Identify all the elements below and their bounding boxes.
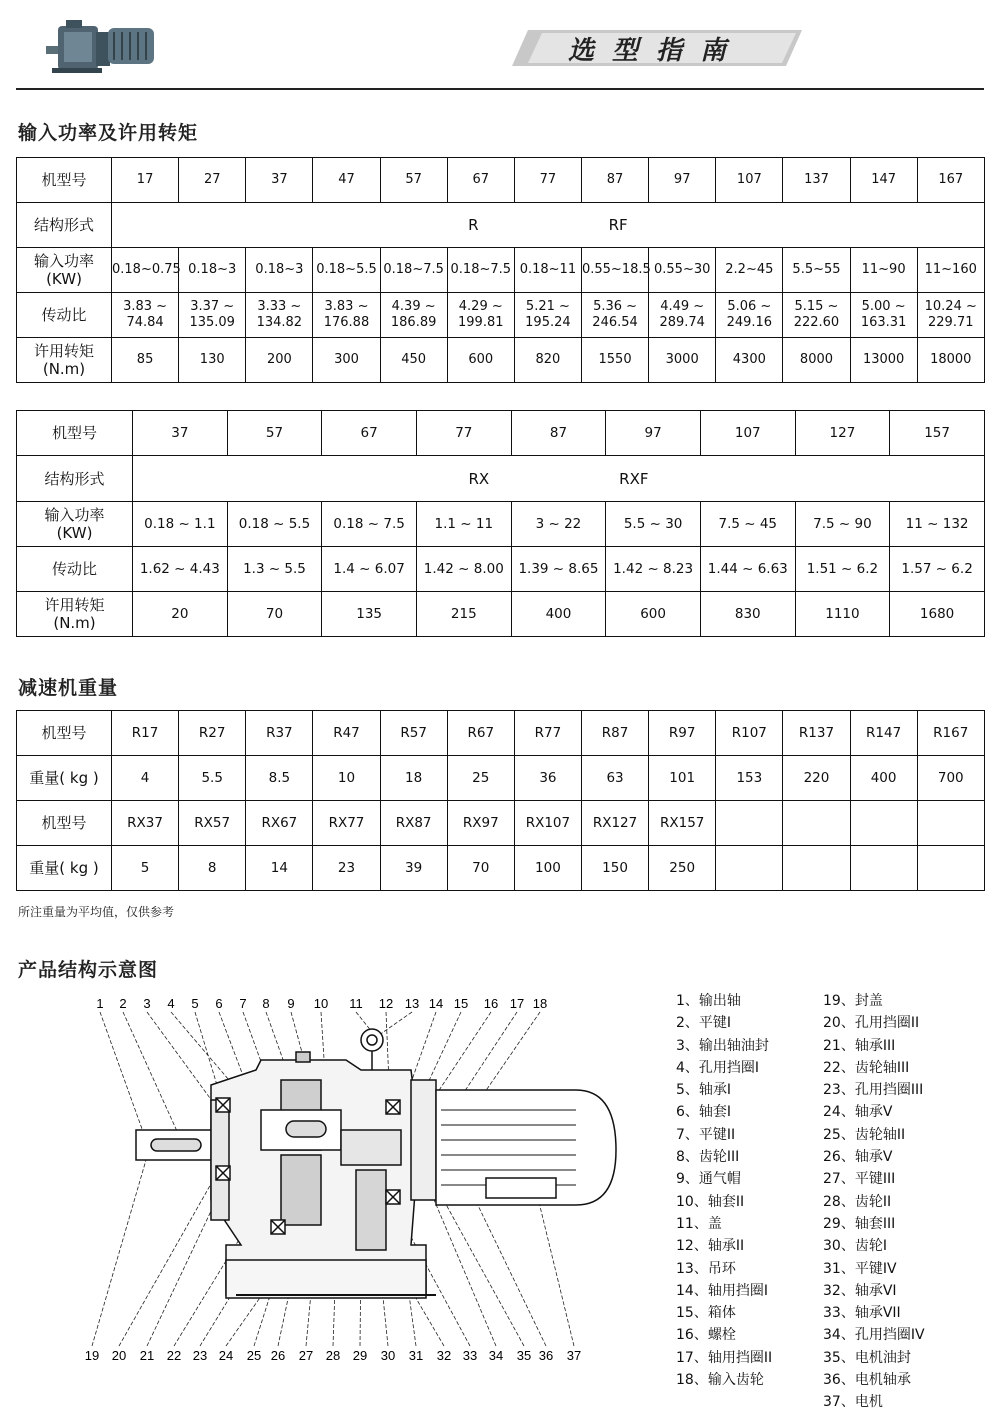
table-cell: RX97 — [447, 801, 514, 846]
table-cell: 200 — [246, 338, 313, 383]
top-callout-number: 16 — [483, 996, 499, 1011]
table-cell: 39 — [380, 846, 447, 891]
table-cell: 450 — [380, 338, 447, 383]
legend-item: 7、平键II — [676, 1126, 736, 1143]
bottom-callout-number: 33 — [462, 1348, 478, 1363]
table-cell: 1680 — [890, 592, 985, 637]
top-callout-number: 15 — [453, 996, 469, 1011]
table-cell: 85 — [112, 338, 179, 383]
table-cell: 5.21 ~ 195.24 — [514, 293, 581, 338]
table-row — [17, 158, 985, 203]
table-cell: 77 — [514, 158, 581, 203]
table-cell: 400 — [511, 592, 606, 637]
table-cell: 127 — [795, 411, 890, 456]
table-cell: 1110 — [795, 592, 890, 637]
table-cell — [783, 846, 850, 891]
table-cell: 0.18~3 — [246, 248, 313, 293]
table-cell: 150 — [581, 846, 648, 891]
table-cell: RX107 — [514, 801, 581, 846]
table-cell: 13000 — [850, 338, 917, 383]
table-cell: 0.18 ~ 1.1 — [133, 502, 228, 547]
table-cell: 8.5 — [246, 756, 313, 801]
table-cell: 0.18~5.5 — [313, 248, 380, 293]
table-row — [17, 502, 985, 547]
table-cell: 1.1 ~ 11 — [416, 502, 511, 547]
table-cell — [850, 846, 917, 891]
table-cell: 许用转矩 (N.m) — [17, 592, 133, 637]
table-cell: 0.55~18.5 — [581, 248, 648, 293]
table-cell: 4.39 ~ 186.89 — [380, 293, 447, 338]
legend-item: 31、平键IV — [823, 1260, 897, 1277]
table-cell: R27 — [179, 711, 246, 756]
bottom-callout-number: 22 — [166, 1348, 182, 1363]
table-cell — [716, 801, 783, 846]
table-cell: 67 — [447, 158, 514, 203]
table-cell: 107 — [700, 411, 795, 456]
table-row — [17, 801, 985, 846]
banner-title: 选型指南 — [568, 36, 745, 66]
table-cell: 5.15 ~ 222.60 — [783, 293, 850, 338]
section-title-weight: 减速机重量 — [18, 677, 119, 699]
table-cell: 97 — [649, 158, 716, 203]
callout-leader — [147, 1190, 221, 1346]
table-cell: 重量( kg ) — [17, 846, 112, 891]
table-cell: 27 — [179, 158, 246, 203]
table-cell: 70 — [227, 592, 322, 637]
table-cell: 220 — [783, 756, 850, 801]
form-b: RF — [608, 216, 628, 234]
legend-item: 37、电机 — [823, 1394, 883, 1409]
table-row — [17, 338, 985, 383]
legend-item: 10、轴套II — [676, 1193, 745, 1210]
bottom-callout-number: 31 — [408, 1348, 424, 1363]
table-cell: 1.44 ~ 6.63 — [700, 547, 795, 592]
legend-item: 23、孔用挡圈III — [823, 1082, 924, 1099]
weight-note: 所注重量为平均值，仅供参考 — [18, 905, 175, 919]
table-cell: 1.51 ~ 6.2 — [795, 547, 890, 592]
legend-item: 2、平键I — [676, 1015, 732, 1032]
table-cell: 1.3 ~ 5.5 — [227, 547, 322, 592]
table-row — [17, 592, 985, 637]
top-callout-number: 17 — [509, 996, 525, 1011]
legend-item: 9、通气帽 — [676, 1171, 741, 1188]
legend-parts-19-37 — [823, 990, 925, 1409]
table-cell: 101 — [649, 756, 716, 801]
legend-item: 26、轴承V — [823, 1149, 893, 1166]
section-title-structure: 产品结构示意图 — [18, 959, 159, 981]
legend-item: 32、轴承VI — [823, 1282, 897, 1299]
table-cell — [783, 801, 850, 846]
table-row — [17, 547, 985, 592]
table-row — [17, 756, 985, 801]
table-cell: R97 — [649, 711, 716, 756]
table-cell: 5.5~55 — [783, 248, 850, 293]
table-cell: 输入功率 (KW) — [17, 502, 133, 547]
table-cell: 600 — [606, 592, 701, 637]
table-cell: 0.18 ~ 7.5 — [322, 502, 417, 547]
legend-item: 24、轴承V — [823, 1104, 893, 1121]
table-cell: 600 — [447, 338, 514, 383]
legend-item: 36、电机轴承 — [823, 1372, 911, 1389]
top-callout-number: 12 — [378, 996, 394, 1011]
bottom-callout-number: 37 — [566, 1348, 582, 1363]
legend-item: 18、输入齿轮 — [676, 1372, 764, 1389]
table-cell: 4300 — [716, 338, 783, 383]
table-cell: 0.18 ~ 5.5 — [227, 502, 322, 547]
table-cell: 87 — [511, 411, 606, 456]
table-cell: 7.5 ~ 45 — [700, 502, 795, 547]
table-cell: 机型号 — [17, 801, 112, 846]
table-cell: 5.5 — [179, 756, 246, 801]
table-row-form — [17, 203, 985, 248]
legend-item: 4、孔用挡圈I — [676, 1059, 760, 1076]
table-row — [17, 248, 985, 293]
table-cell: R137 — [783, 711, 850, 756]
bottom-callout-number: 35 — [516, 1348, 532, 1363]
table-cell: 1.62 ~ 4.43 — [133, 547, 228, 592]
table-cell: 0.18~7.5 — [380, 248, 447, 293]
table-cell: R77 — [514, 711, 581, 756]
table-cell: 23 — [313, 846, 380, 891]
bottom-callout-number: 24 — [218, 1348, 234, 1363]
table-cell: 11~160 — [917, 248, 984, 293]
table-cell: 167 — [917, 158, 984, 203]
legend-item: 8、齿轮III — [676, 1149, 740, 1166]
table-cell — [716, 846, 783, 891]
legend-item: 3、输出轴油封 — [676, 1037, 769, 1054]
top-callout-number: 2 — [119, 996, 127, 1011]
power-torque-table-r — [16, 157, 985, 383]
table-cell: 400 — [850, 756, 917, 801]
table-cell: 传动比 — [17, 547, 133, 592]
bottom-callout-number: 32 — [436, 1348, 452, 1363]
top-callout-number: 5 — [191, 996, 199, 1011]
table-cell: 300 — [313, 338, 380, 383]
table-cell: 1.42 ~ 8.23 — [606, 547, 701, 592]
table-cell: RX77 — [313, 801, 380, 846]
table-cell: R57 — [380, 711, 447, 756]
table-cell: 37 — [246, 158, 313, 203]
top-callout-number: 18 — [532, 996, 548, 1011]
table-cell — [917, 801, 984, 846]
table-cell: 传动比 — [17, 293, 112, 338]
power-torque-table-rx — [16, 410, 985, 637]
legend-item: 27、平键III — [823, 1171, 896, 1188]
table-cell: 250 — [649, 846, 716, 891]
table-cell: 5.5 ~ 30 — [606, 502, 701, 547]
table-cell: 1.42 ~ 8.00 — [416, 547, 511, 592]
bottom-callout-number: 29 — [352, 1348, 368, 1363]
bottom-callout-number: 21 — [139, 1348, 155, 1363]
bottom-callout-number: 34 — [488, 1348, 504, 1363]
table-cell: 结构形式 — [17, 456, 133, 502]
callout-leader — [291, 1012, 303, 1056]
table-cell: 37 — [133, 411, 228, 456]
table-cell: 10.24 ~ 229.71 — [917, 293, 984, 338]
table-cell: R147 — [850, 711, 917, 756]
callout-leader — [119, 1175, 216, 1346]
table-cell: 67 — [322, 411, 417, 456]
gearmotor-logo-icon — [42, 12, 160, 74]
top-callout-number: 13 — [404, 996, 420, 1011]
bottom-callout-number: 26 — [270, 1348, 286, 1363]
legend-item: 15、箱体 — [676, 1305, 736, 1322]
table-row — [17, 711, 985, 756]
legend-item: 29、轴套III — [823, 1215, 896, 1232]
table-cell: R37 — [246, 711, 313, 756]
table-cell: 1550 — [581, 338, 648, 383]
legend-item: 33、轴承VII — [823, 1305, 901, 1322]
legend-item: 5、轴承I — [676, 1082, 732, 1099]
table-cell: 135 — [322, 592, 417, 637]
table-cell — [850, 801, 917, 846]
table-cell: 20 — [133, 592, 228, 637]
bottom-callout-number: 20 — [111, 1348, 127, 1363]
table-row-form — [17, 456, 985, 502]
bottom-callout-number: 30 — [380, 1348, 396, 1363]
table-cell: 8000 — [783, 338, 850, 383]
callout-leader — [100, 1012, 146, 1140]
table-cell: 25 — [447, 756, 514, 801]
table-cell: 57 — [227, 411, 322, 456]
table-cell: 137 — [783, 158, 850, 203]
callout-leader — [92, 1160, 146, 1346]
legend-item: 6、轴套I — [676, 1104, 732, 1121]
table-cell: RX67 — [246, 801, 313, 846]
table-cell: 结构形式 — [17, 203, 112, 248]
table-cell: 830 — [700, 592, 795, 637]
table-cell: 77 — [416, 411, 511, 456]
table-cell: RX37 — [112, 801, 179, 846]
table-cell: 机型号 — [17, 158, 112, 203]
legend-parts-1-18 — [676, 990, 772, 1391]
legend-item: 35、电机油封 — [823, 1349, 911, 1366]
table-cell: R17 — [112, 711, 179, 756]
bottom-callout-number: 23 — [192, 1348, 208, 1363]
form-cell — [112, 203, 985, 248]
bottom-callout-number: 28 — [325, 1348, 341, 1363]
page-header — [0, 0, 1000, 90]
table-cell: 1.57 ~ 6.2 — [890, 547, 985, 592]
table-cell: 36 — [514, 756, 581, 801]
table-cell: 机型号 — [17, 411, 133, 456]
top-callout-number: 9 — [287, 996, 295, 1011]
table-cell: 147 — [850, 158, 917, 203]
table-cell: 18 — [380, 756, 447, 801]
table-cell: 重量( kg ) — [17, 756, 112, 801]
table-cell: 820 — [514, 338, 581, 383]
section-title-power: 输入功率及许用转矩 — [18, 122, 199, 144]
table-cell: 3.33 ~ 134.82 — [246, 293, 313, 338]
table-row — [17, 846, 985, 891]
table-cell: 11~90 — [850, 248, 917, 293]
form-cell — [133, 456, 985, 502]
legend-item: 34、孔用挡圈IV — [823, 1327, 925, 1344]
table-cell: 17 — [112, 158, 179, 203]
table-cell: 1.39 ~ 8.65 — [511, 547, 606, 592]
top-callout-number: 10 — [313, 996, 329, 1011]
table-cell: 3.37 ~ 135.09 — [179, 293, 246, 338]
bottom-callout-number: 27 — [298, 1348, 314, 1363]
callout-leader — [123, 1012, 181, 1140]
legend-item: 19、封盖 — [823, 993, 883, 1009]
table-cell: 4.29 ~ 199.81 — [447, 293, 514, 338]
table-cell: 700 — [917, 756, 984, 801]
top-callout-number: 3 — [143, 996, 151, 1011]
bottom-callout-number: 25 — [246, 1348, 262, 1363]
table-cell: 许用转矩 (N.m) — [17, 338, 112, 383]
table-cell: 18000 — [917, 338, 984, 383]
table-cell: 14 — [246, 846, 313, 891]
table-cell: 4.49 ~ 289.74 — [649, 293, 716, 338]
top-callout-number: 14 — [428, 996, 444, 1011]
table-cell: 87 — [581, 158, 648, 203]
table-cell: 100 — [514, 846, 581, 891]
legend-item: 17、轴用挡圈II — [676, 1349, 773, 1366]
table-cell: 3 ~ 22 — [511, 502, 606, 547]
table-cell: 57 — [380, 158, 447, 203]
top-callout-number: 4 — [167, 996, 175, 1011]
top-callout-number: 8 — [262, 996, 270, 1011]
table-cell: R167 — [917, 711, 984, 756]
legend-item: 28、齿轮II — [823, 1193, 892, 1210]
header-rule — [16, 88, 984, 90]
callout-leader — [536, 1190, 574, 1346]
top-callout-number: 7 — [239, 996, 247, 1011]
table-cell: 215 — [416, 592, 511, 637]
table-cell: 1.4 ~ 6.07 — [322, 547, 417, 592]
legend-item: 20、孔用挡圈II — [823, 1015, 920, 1032]
table-cell: 3.83 ~ 74.84 — [112, 293, 179, 338]
bottom-callout-number: 19 — [84, 1348, 100, 1363]
legend-item: 1、输出轴 — [676, 993, 741, 1009]
table-cell: 0.18~3 — [179, 248, 246, 293]
table-cell: R87 — [581, 711, 648, 756]
table-cell: RX157 — [649, 801, 716, 846]
legend-item: 16、螺栓 — [676, 1327, 736, 1344]
table-cell: RX127 — [581, 801, 648, 846]
legend-item: 13、吊环 — [676, 1260, 736, 1277]
table-cell: R107 — [716, 711, 783, 756]
table-cell: RX57 — [179, 801, 246, 846]
table-cell: 2.2~45 — [716, 248, 783, 293]
table-cell: R47 — [313, 711, 380, 756]
legend-item: 14、轴用挡圈I — [676, 1282, 768, 1299]
legend-item: 11、盖 — [676, 1215, 722, 1232]
table-cell: 10 — [313, 756, 380, 801]
table-cell: 3000 — [649, 338, 716, 383]
table-cell: 153 — [716, 756, 783, 801]
top-callout-number: 6 — [215, 996, 223, 1011]
form-b: RXF — [619, 469, 649, 488]
bottom-callout-number: 36 — [538, 1348, 554, 1363]
legend-item: 25、齿轮轴II — [823, 1126, 906, 1143]
table-cell: 5.36 ~ 246.54 — [581, 293, 648, 338]
form-a: RX — [468, 469, 490, 488]
table-cell: 107 — [716, 158, 783, 203]
table-row — [17, 293, 985, 338]
table-cell: 63 — [581, 756, 648, 801]
table-cell: 0.55~30 — [649, 248, 716, 293]
table-row — [17, 411, 985, 456]
table-cell: 70 — [447, 846, 514, 891]
table-cell: 157 — [890, 411, 985, 456]
table-cell: 97 — [606, 411, 701, 456]
table-cell: 4 — [112, 756, 179, 801]
form-a: R — [468, 216, 479, 234]
legend-item: 22、齿轮轴III — [823, 1059, 910, 1076]
table-cell: 11 ~ 132 — [890, 502, 985, 547]
top-callout-number: 1 — [96, 996, 104, 1011]
table-cell: 130 — [179, 338, 246, 383]
table-cell: 5 — [112, 846, 179, 891]
table-cell: 输入功率 (KW) — [17, 248, 112, 293]
table-cell: 0.18~7.5 — [447, 248, 514, 293]
table-cell — [917, 846, 984, 891]
table-cell: 5.06 ~ 249.16 — [716, 293, 783, 338]
legend-item: 21、轴承III — [823, 1037, 896, 1054]
structure-diagram — [16, 990, 656, 1370]
table-cell: 0.18~11 — [514, 248, 581, 293]
table-cell: 3.83 ~ 176.88 — [313, 293, 380, 338]
table-cell: 机型号 — [17, 711, 112, 756]
table-cell: 0.18~0.75 — [112, 248, 179, 293]
table-cell: 47 — [313, 158, 380, 203]
weight-table — [16, 710, 985, 891]
table-cell: 5.00 ~ 163.31 — [850, 293, 917, 338]
table-cell: 8 — [179, 846, 246, 891]
table-cell: R67 — [447, 711, 514, 756]
table-cell: 7.5 ~ 90 — [795, 502, 890, 547]
legend-item: 12、轴承II — [676, 1238, 745, 1255]
top-callout-number: 11 — [349, 996, 363, 1011]
table-cell: RX87 — [380, 801, 447, 846]
legend-item: 30、齿轮I — [823, 1238, 887, 1255]
